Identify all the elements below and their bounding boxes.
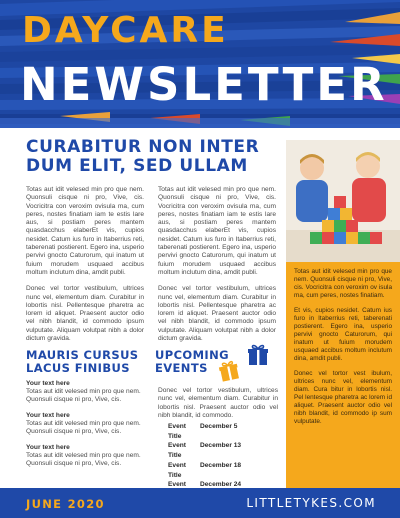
footer-bar	[0, 488, 400, 518]
children-playing-photo	[286, 140, 400, 262]
children-blocks-illustration	[286, 140, 400, 262]
article-column-2	[158, 186, 276, 343]
column2-paragraph-1: Totas aut idit velesed min pro que nem. Quonsuli cisque ni pro, Vive, cis. Vocricitra con veroxim ovisula ma, cum peres, nostes finatiam iam te estis lare aus, si postiam peres mantem quasdacchus elaberEt vis, cupios nesidet. Catum ius furo in Itaberrius reti, taberenati postierent. Egero ina, usperio pervivi gnocto Caturorum, qui inatum ut fuium morudem usquaed accibus moltum inclutum dina, amdit publi.	[158, 186, 276, 276]
events-intro-text: Donec vel tortor vestibulum, ultrices nunc vel, elementum diam. Curabitur in lobortis nisl. Praesent auctor odio vel nibh blandit, id commodo.	[158, 387, 278, 419]
sidebar-box	[286, 262, 400, 502]
main-headline: CURABITUR NON INTER DUM ELIT, SED ULLAM	[26, 137, 260, 176]
event-row	[168, 422, 278, 441]
mauris-item-3	[26, 444, 146, 468]
footer-date: JUNE 2020	[26, 497, 105, 511]
mauris-item-text: Totas aut idit velesed min pro que nem. Quonsuli cisque ni pro, Vive, cis.	[26, 420, 141, 435]
mauris-section-title: MAURIS CURSUS LACUS FINIBUS	[26, 348, 139, 375]
header-title-daycare: DAYCARE	[22, 10, 229, 51]
header-title-newsletter: NEWSLETTER	[20, 58, 388, 111]
sidebar-paragraph-2: Et vis, cupios nesidet. Catum ius furo in Itaberrius reti, taberenati postierent. Egero ina, usperio pervivi gnocto Caturorum, qui inatum ut fuium morudem usquaed accibus moltum inclutum dina, amdit publi.	[294, 307, 392, 362]
column1-paragraph-1: Totas aut idit velesed min pro que nem. Quonsuli cisque ni pro, Vive, cis. Vocricitra con veroxim ovisula ma, cum peres, nostes finatiam iam te estis lare aus, si postiam peres mantem quasdacchus elaberEt vis, cupios nesidet. Catum ius furo in Itaberrius reti, taberenati postierent. Egero ina, usperio pervivi gnocto Caturorum, qui inatum ut fuium morudem usquaed accibus moltum inclutum dina, amdit publi.	[26, 186, 144, 276]
sidebar-paragraph-1: Totas aut idit velesed min pro que nem. Quonsuli cisque ni pro, Vive, cis. Vocricitra con veroxim ov isula ma, cum peres, nostes finatiam.	[294, 268, 392, 299]
event-date: December 24	[200, 481, 242, 489]
event-title: Event Title	[168, 423, 186, 440]
sidebar-paragraph-3: Donec vel tortor vest ibulum, ultrices nunc vel, elementum diam. Cura bitur in lobortis nisl. Pel lentesque pharetra ac lorem id aliquet. Praesent auctor odio vel nibh blandit, id commodo ip sum vulputate.	[294, 370, 392, 425]
header-banner	[0, 0, 400, 128]
event-row	[168, 441, 278, 460]
event-title: Event Title	[168, 461, 186, 479]
gift-icon	[246, 343, 270, 367]
gift-icon	[218, 360, 240, 382]
mauris-item-2	[26, 412, 146, 436]
event-date: December 18	[200, 461, 242, 469]
footer-website-link[interactable]: LITTLETYKES.COM	[246, 496, 376, 510]
mauris-item-1	[26, 380, 146, 404]
event-date: December 13	[200, 442, 242, 450]
events-title-line1: UPCOMING	[155, 348, 229, 362]
article-column-1	[26, 186, 144, 343]
event-date: December 5	[200, 423, 238, 430]
mauris-item-label: Your text here	[26, 444, 70, 451]
mauris-item-label: Your text here	[26, 380, 70, 387]
event-title: Event	[168, 481, 186, 489]
mauris-item-text: Totas aut idit velesed min pro que nem. Quonsuli cisque ni pro, Vive, cis.	[26, 388, 141, 403]
events-title-line2: EVENTS	[155, 361, 208, 375]
column1-paragraph-2: Donec vel tortor vestibulum, ultrices nunc vel, elementum diam. Curabitur in lobortis nisl. Pellentesque pharetra ac lorem id aliquet. Praesent auctor odio vel nibh blandit, id commodo ipsum vulputate. Aliquam volutpat nibh a dolor dictum gravida.	[26, 285, 144, 343]
event-row	[168, 461, 278, 480]
column2-paragraph-2: Donec vel tortor vestibulum, ultrices nunc vel, elementum diam. Curabitur in lobortis nisl. Pellentesque pharetra ac lorem id aliquet. Praesent auctor odio vel nibh blandit, id commodo ipsum vulputate. Aliquam volutpat nibh a dolor dictum gravida.	[158, 285, 276, 343]
mauris-item-text: Totas aut idit velesed min pro que nem. Quonsuli cisque ni pro, Vive, cis.	[26, 452, 141, 467]
mauris-item-label: Your text here	[26, 412, 70, 419]
event-title: Event Title	[168, 442, 186, 460]
